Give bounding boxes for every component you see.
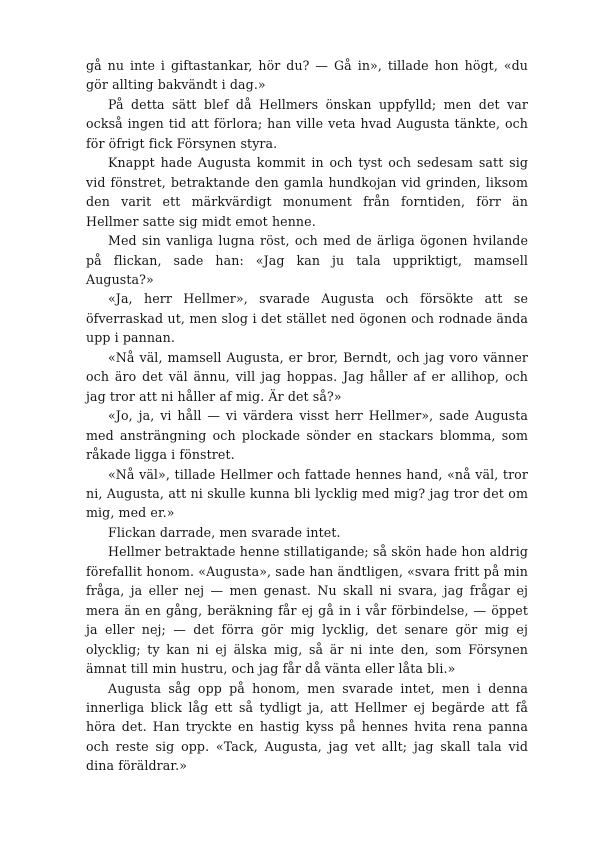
paragraph: På detta sätt blef då Hellmers önskan uppfylld; men det var också ingen tid att förlora; han ville veta hvad Augusta tänkte, och för öfrigt fick Försynen styra.: [86, 96, 528, 151]
book-page-text: [86, 56, 528, 776]
paragraph: Flickan darrade, men svarade intet.: [108, 524, 341, 540]
paragraph: Augusta såg opp på honom, men svarade intet, men i denna innerliga blick låg ett så tydligt ja, att Hellmer ej begärde att få höra det. Han tryckte en hastig kyss på hennes hvita rena panna och reste sig opp. «Tack, Augusta, jag vet allt; jag skall tala vid dina föräldrar.»: [86, 680, 528, 774]
paragraph: «Nå väl, mamsell Augusta, er bror, Berndt, och jag voro vänner och äro det väl ännu, vill jag hoppas. Jag håller af er allihop, och jag tror att ni håller af mig. Är det så?»: [86, 349, 528, 404]
paragraph-continuation: gå nu inte i giftastankar, hör du? — Gå in», tillade hon högt, «du gör allting bakvändt i dag.»: [86, 58, 528, 93]
paragraph: Med sin vanliga lugna röst, och med de ärliga ögonen hvilande på flickan, sade han: «Jag kan ju tala uppriktigt, mamsell Augusta?»: [86, 233, 528, 287]
paragraph: «Jo, ja, vi håll — vi värdera visst herr Hellmer», sade Augusta med ansträngning och plockade sönder en stackars blomma, som råkade ligga i fönstret.: [86, 408, 528, 463]
paragraph: Knappt hade Augusta kommit in och tyst och sedesam satt sig vid fönstret, betraktande den gamla hundkojan vid grinden, liksom den varit ett märkvärdigt monument från forntiden, förr än Hellmer satte sig midt emot henne.: [86, 155, 528, 229]
paragraph: «Nå väl», tillade Hellmer och fattade hennes hand, «nå väl, tror ni, Augusta, att ni skulle kunna bli lycklig med mig? jag tror det om mig, med er.»: [86, 466, 528, 521]
paragraph: «Ja, herr Hellmer», svarade Augusta och försökte att se öfverraskad ut, men slog i det stället ned ögonen och rodnade ända upp i pannan.: [86, 291, 528, 346]
paragraph: Hellmer betraktade henne stillatigande; så skön hade hon aldrig förefallit honom. «Augusta», sade han ändtligen, «svara fritt på min fråga, ja eller nej — men genast. Nu skall ni svara, jag frågar ej mera än en gång, beräkning får ej gå in i vår förbindelse, — öppet ja eller nej; — det förra gör mig lycklig, det senare gör mig ej olycklig; ty kan ni ej älska mig, så är ni inte den, som Försynen ämnat till min hustru, och jag får då vänta eller låta bli.»: [86, 544, 528, 677]
